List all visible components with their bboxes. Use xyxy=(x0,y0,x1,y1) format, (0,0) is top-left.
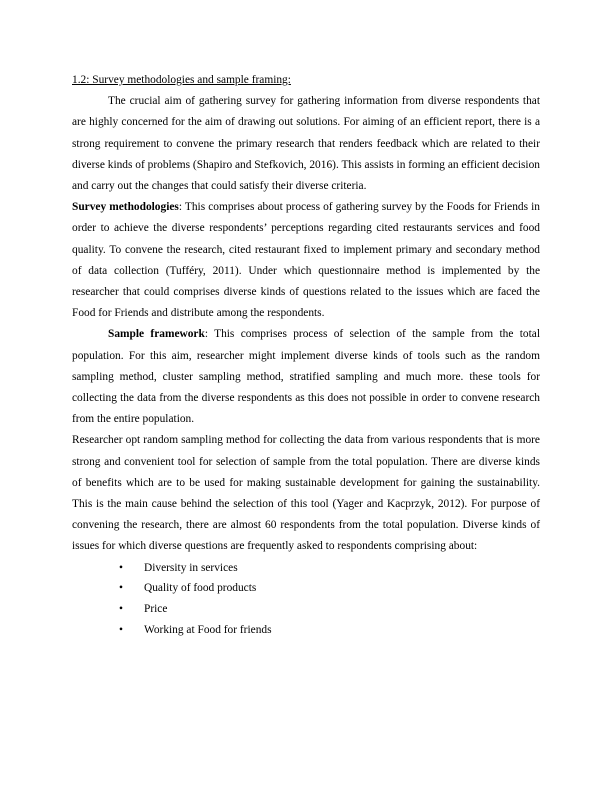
document-page xyxy=(72,70,540,641)
bullet-icon: • xyxy=(119,624,123,637)
list-item xyxy=(72,620,540,641)
list-item-text: Price xyxy=(144,603,168,616)
list-item xyxy=(72,558,540,579)
survey-methodologies-paragraph xyxy=(72,197,540,324)
sample-framework-text: : This comprises process of selection of the sample from the total population. For this aim, researcher might implement diverse kinds of tools such as the random sampling method, cluster sampling method, stratified sampling and much more. these tools for collecting the data from the diverse respondents as this does not possible in order to convene research from the entire population. xyxy=(72,328,540,426)
bullet-icon: • xyxy=(119,582,123,595)
sample-framework-label: Sample framework xyxy=(108,328,205,341)
sample-framework-paragraph xyxy=(72,324,540,430)
list-item-text: Diversity in services xyxy=(144,561,238,574)
bullet-icon: • xyxy=(119,561,123,574)
section-heading: 1.2: Survey methodologies and sample framing: xyxy=(72,74,291,86)
list-item-text: Quality of food products xyxy=(144,582,257,595)
list-item xyxy=(72,578,540,599)
list-item-text: Working at Food for friends xyxy=(144,624,272,637)
survey-methodologies-text: : This comprises about process of gathering survey by the Foods for Friends in order to achieve the diverse respondents’ perceptions regarding cited restaurants services and food quality. To convene the research, cited restaurant fixed to implement primary and secondary method of data collection (Tufféry, 2011). Under which questionnaire method is implemented by the researcher that could comprises diverse kinds of questions related to the issues which are faced the Food for Friends and distribute among the respondents. xyxy=(72,201,540,320)
survey-methodologies-label: Survey methodologies xyxy=(72,201,179,214)
random-sampling-paragraph: Researcher opt random sampling method for collecting the data from various respondents that is more strong and convenient tool for selection of sample from the total population. There are diverse kinds of benefits which are to be used for making sustainable development for gaining the sustainability. This is the main cause behind the selection of this tool (Yager and Kacprzyk, 2012). For purpose of convening the research, there are almost 60 respondents from the total population. Diverse kinds of issues for which diverse questions are frequently asked to respondents comprising about: xyxy=(72,434,540,553)
list-item xyxy=(72,599,540,620)
bullet-icon: • xyxy=(119,603,123,616)
issues-bullet-list xyxy=(72,558,540,641)
intro-paragraph: The crucial aim of gathering survey for gathering information from diverse respondents that are highly concerned for the aim of drawing out solutions. For aiming of an efficient report, there is a strong requirement to convene the primary research that renders feedback which are related to their diverse kinds of problems (Shapiro and Stefkovich, 2016). This assists in forming an efficient decision and carry out the changes that could satisfy their diverse criteria. xyxy=(72,95,540,193)
